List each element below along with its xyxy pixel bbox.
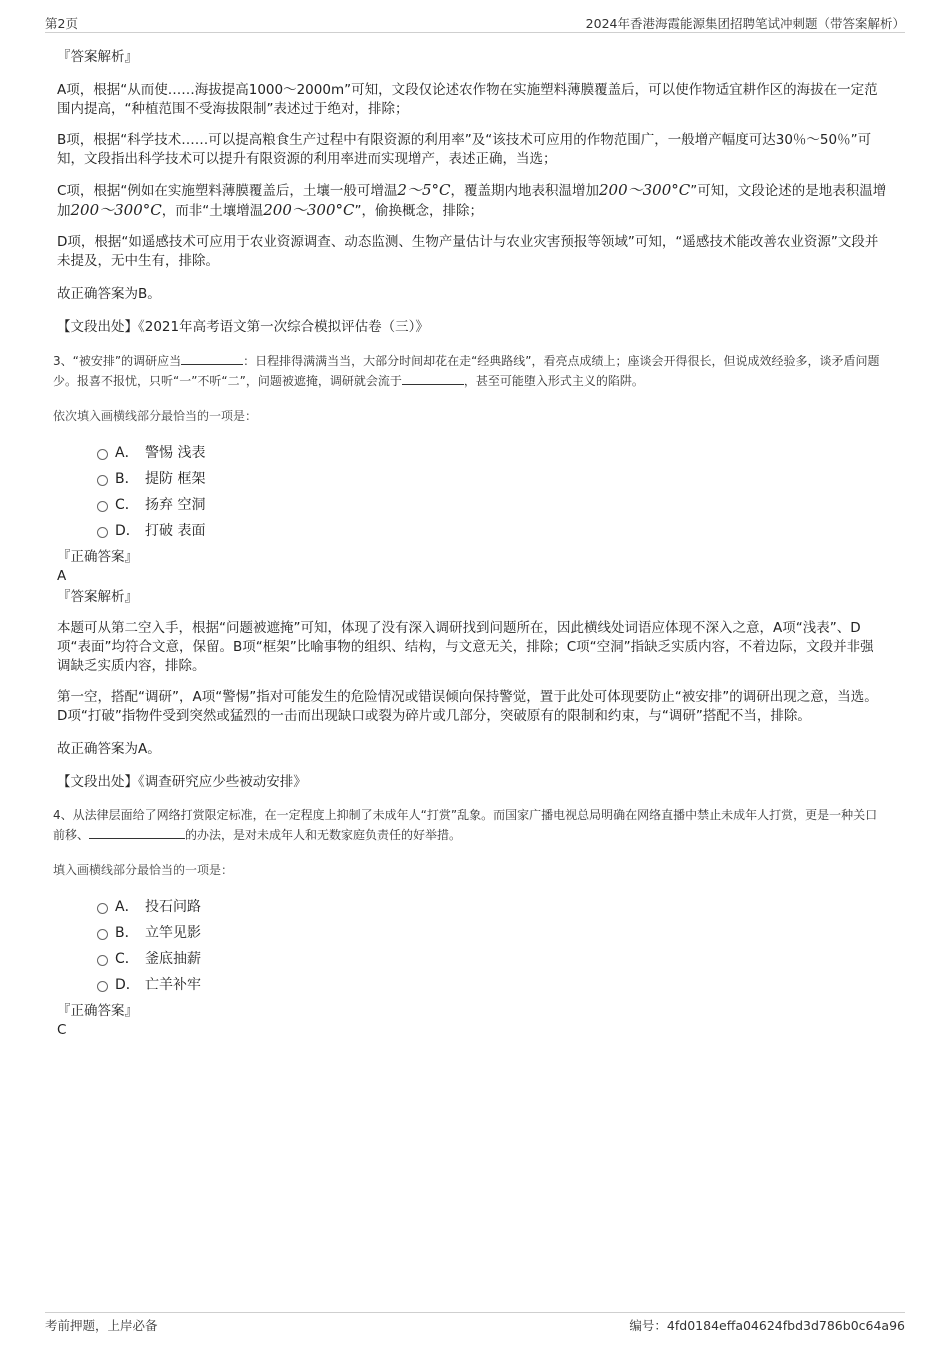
option-b[interactable]: B． 立竿见影: [97, 920, 887, 946]
radio-button[interactable]: [97, 981, 108, 992]
radio-button[interactable]: [97, 449, 108, 460]
question-4-options: [97, 894, 887, 998]
option-a[interactable]: A． 警惕 浅表: [97, 440, 887, 466]
formula: 2～5°C: [397, 181, 451, 199]
analysis-item-c: C项，根据“例如在实施塑料薄膜覆盖后，土壤一般可增温2～5°C，覆盖期内地表积温增加200～300°C”可知，文段论述的是地表积温增加200～300°C，而非“土壤增温200～300°C”，偷换概念，排除；: [57, 181, 887, 219]
correct-answer: A: [57, 567, 67, 584]
analysis-label: 『答案解析』: [57, 49, 138, 65]
page-footer: [45, 1312, 905, 1333]
document-id: 编号：4fd0184effa04624fbd3d786b0c64a96: [629, 1318, 905, 1333]
radio-button[interactable]: [97, 903, 108, 914]
analysis-item-d: D项，根据“如遥感技术可应用于农业资源调查、动态监测、生物产量估计与农业灾害预报等领域”可知，“遥感技术能改善农业资源”文段并未提及，无中生有，排除。: [57, 234, 879, 269]
radio-button[interactable]: [97, 501, 108, 512]
option-b[interactable]: B． 提防 框架: [97, 466, 887, 492]
source-note: 【文段出处】《2021年高考语文第一次综合模拟评估卷（三）》: [57, 319, 429, 335]
document-title: 2024年香港海霞能源集团招聘笔试冲刺题（带答案解析）: [585, 16, 905, 31]
analysis-label: 『答案解析』: [57, 588, 138, 605]
option-d[interactable]: D． 亡羊补牢: [97, 972, 887, 998]
radio-button[interactable]: [97, 527, 108, 538]
analysis-conclusion: 故正确答案为A。: [57, 740, 161, 757]
radio-button[interactable]: [97, 929, 108, 940]
question-3-stem: 3、“被安排”的调研应当 ：日程排得满满当当，大部分时间却花在走“经典路线”，看亮点成绩上；座谈会开得很长，但说成效经验多，谈矛盾问题少。报喜不报忧，只听“一”不听“二”，问题被遮掩，调研就会流于 ，甚至可能堕入形式主义的陷阱。: [53, 353, 880, 388]
option-c[interactable]: C． 釜底抽薪: [97, 946, 887, 972]
question-4-stem: 4、从法律层面给了网络打赏限定标准，在一定程度上抑制了未成年人“打赏”乱象。而国家广播电视总局明确在网络直播中禁止未成年人打赏，更是一种关口前移、 的办法，是对未成年人和无数家庭负责任的好举措。: [53, 808, 878, 842]
fill-blank: [181, 352, 243, 365]
analysis-item-b: B项，根据“科学技术……可以提高粮食生产过程中有限资源的利用率”及“该技术可应用的作物范围广，一般增产幅度可达30％～50％”可知，文段指出科学技术可以提升有限资源的利用率进而实现增产，表述正确，当选；: [57, 132, 872, 167]
correct-answer-label: 『正确答案』: [57, 548, 138, 565]
analysis-paragraph: 本题可从第二空入手，根据“问题被遮掩”可知，体现了没有深入调研找到问题所在，因此横线处词语应体现不深入之意，A项“浅表”、D项“表面”均符合文意，保留。B项“框架”比喻事物的组织、结构，与文意无关，排除；C项“空洞”指缺乏实质内容，不着边际，文段并非强调缺乏实质内容，排除。: [57, 619, 874, 674]
option-a[interactable]: A． 投石问路: [97, 894, 887, 920]
correct-answer-label: 『正确答案』: [57, 1003, 138, 1019]
analysis-paragraph: 第一空，搭配“调研”，A项“警惕”指对可能发生的危险情况或错误倾向保持警觉，置于此处可体现要防止“被安排”的调研出现之意，当选。D项“打破”指物件受到突然或猛烈的一击而出现缺口或裂为碎片或几部分，突破原有的限制和约束，与“调研”搭配不当，排除。: [57, 688, 878, 724]
analysis-item-a: A项，根据“从而使……海拔提高1000～2000m”可知，文段仅论述农作物在实施塑料薄膜覆盖后，可以使作物适宜耕作区的海拔在一定范围内提高，“种植范围不受海拔限制”表述过于绝对，排除；: [57, 82, 878, 117]
question-3-hint: 依次填入画横线部分最恰当的一项是：: [53, 408, 258, 423]
footer-slogan: 考前押题，上岸必备: [45, 1318, 158, 1333]
page-number: 第2页: [45, 16, 78, 31]
formula: 200～300°C: [599, 181, 691, 199]
correct-answer: C: [57, 1022, 67, 1038]
document-body: [53, 48, 887, 1040]
source-note: 【文段出处】《调查研究应少些被动安排》: [57, 773, 307, 790]
radio-button[interactable]: [97, 475, 108, 486]
question-3-options: [97, 440, 887, 544]
option-d[interactable]: D． 打破 表面: [97, 518, 887, 544]
question-4-hint: 填入画横线部分最恰当的一项是：: [53, 863, 234, 877]
formula: 200～300°C: [70, 201, 162, 219]
analysis-conclusion: 故正确答案为B。: [57, 286, 161, 302]
page-header: [45, 14, 905, 33]
option-c[interactable]: C． 扬弃 空洞: [97, 492, 887, 518]
fill-blank: [402, 372, 464, 385]
fill-blank: [89, 826, 185, 839]
radio-button[interactable]: [97, 955, 108, 966]
formula: 200～300°C: [263, 201, 355, 219]
